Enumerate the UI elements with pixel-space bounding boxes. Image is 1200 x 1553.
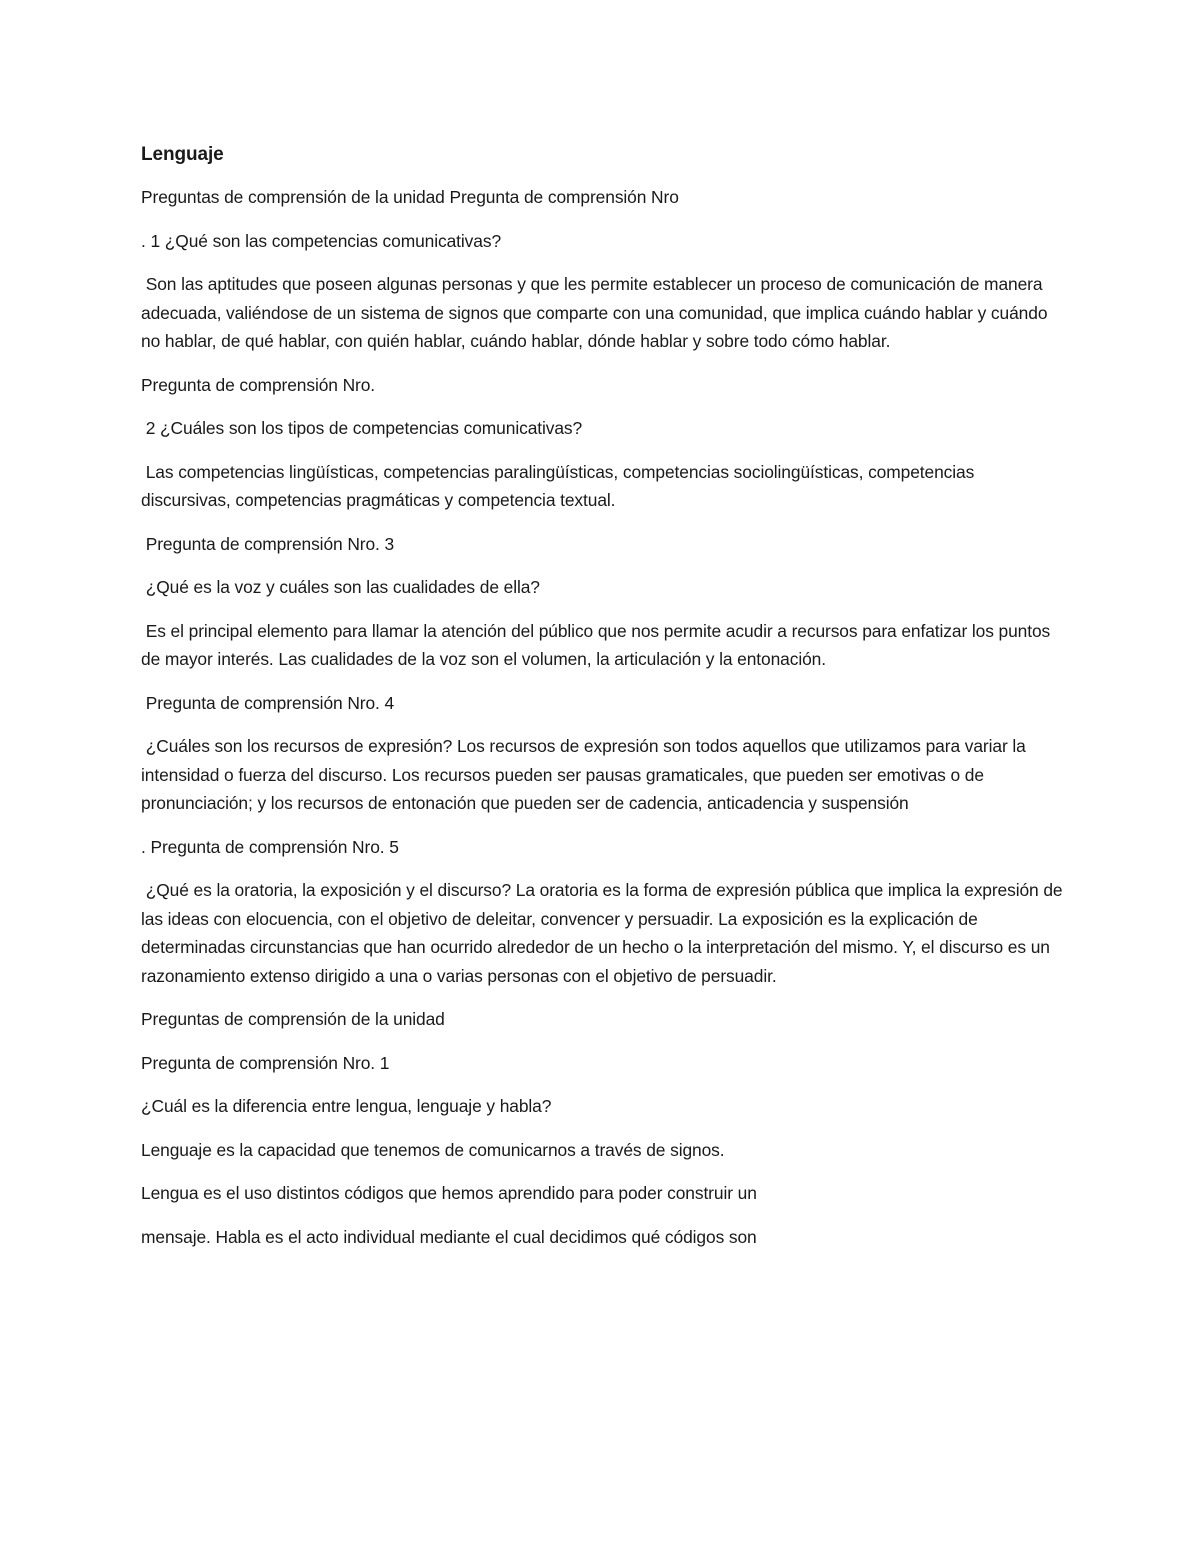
paragraph: Pregunta de comprensión Nro. — [141, 374, 376, 395]
paragraph: ¿Qué es la voz y cuáles son las cualidades de ella? — [141, 577, 540, 597]
paragraph: 2 ¿Cuáles son los tipos de competencias comunicativas? — [141, 418, 583, 438]
paragraph: Las competencias lingüísticas, competencias paralingüísticas, competencias sociolingüísticas, competencias discursivas, competencias pragmáticas y competencia textual. — [141, 461, 979, 510]
paragraph: Preguntas de comprensión de la unidad Pregunta de comprensión Nro — [141, 187, 679, 207]
paragraph: ¿Cuáles son los recursos de expresión? Los recursos de expresión son todos aquellos que utilizamos para variar la intensidad o fuerza del discurso. Los recursos pueden ser pausas gramaticales, que pueden ser emotivas o de pronunciación; y los recursos de entonación que pueden ser de cadencia, anticadencia y suspensión — [141, 736, 1031, 813]
paragraph: ¿Qué es la oratoria, la exposición y el discurso? La oratoria es la forma de expresión pública que implica la expresión de las ideas con elocuencia, con el objetivo de deleitar, convencer y persuadir. La exposición es la explicación de determinadas circunstancias que han ocurrido alrededor de un hecho o la interpretación del mismo. Y, el discurso es un razonamiento extenso dirigido a una o varias personas con el objetivo de persuadir. — [141, 880, 1068, 986]
paragraph: . Pregunta de comprensión Nro. 5 — [141, 836, 399, 857]
paragraph: Es el principal elemento para llamar la atención del público que nos permite acudir a recursos para enfatizar los puntos de mayor interés. Las cualidades de la voz son el volumen, la articulación y la entonación. — [141, 620, 1055, 669]
paragraph: Son las aptitudes que poseen algunas personas y que les permite establecer un proceso de comunicación de manera adecuada, valiéndose de un sistema de signos que comparte con una comunidad, que implica cuándo hablar y cuándo no hablar, de qué hablar, con quién hablar, cuándo hablar, dónde hablar y sobre todo cómo hablar. — [141, 274, 1053, 351]
paragraph: Pregunta de comprensión Nro. 1 — [141, 1052, 390, 1073]
paragraph: Pregunta de comprensión Nro. 4 — [141, 692, 395, 713]
document-body — [141, 141, 1066, 1266]
paragraph: Lengua es el uso distintos códigos que hemos aprendido para poder construir un — [141, 1183, 757, 1203]
paragraph: mensaje. Habla es el acto individual mediante el cual decidimos qué códigos son — [141, 1226, 757, 1247]
paragraph: Pregunta de comprensión Nro. 3 — [141, 533, 395, 554]
paragraph: . 1 ¿Qué son las competencias comunicativas? — [141, 230, 502, 251]
paragraph: Lenguaje es la capacidad que tenemos de comunicarnos a través de signos. — [141, 1139, 725, 1160]
paragraph: Preguntas de comprensión de la unidad — [141, 1009, 445, 1029]
paragraph: ¿Cuál es la diferencia entre lengua, lenguaje y habla? — [141, 1096, 552, 1116]
document-title: Lenguaje — [141, 144, 224, 165]
